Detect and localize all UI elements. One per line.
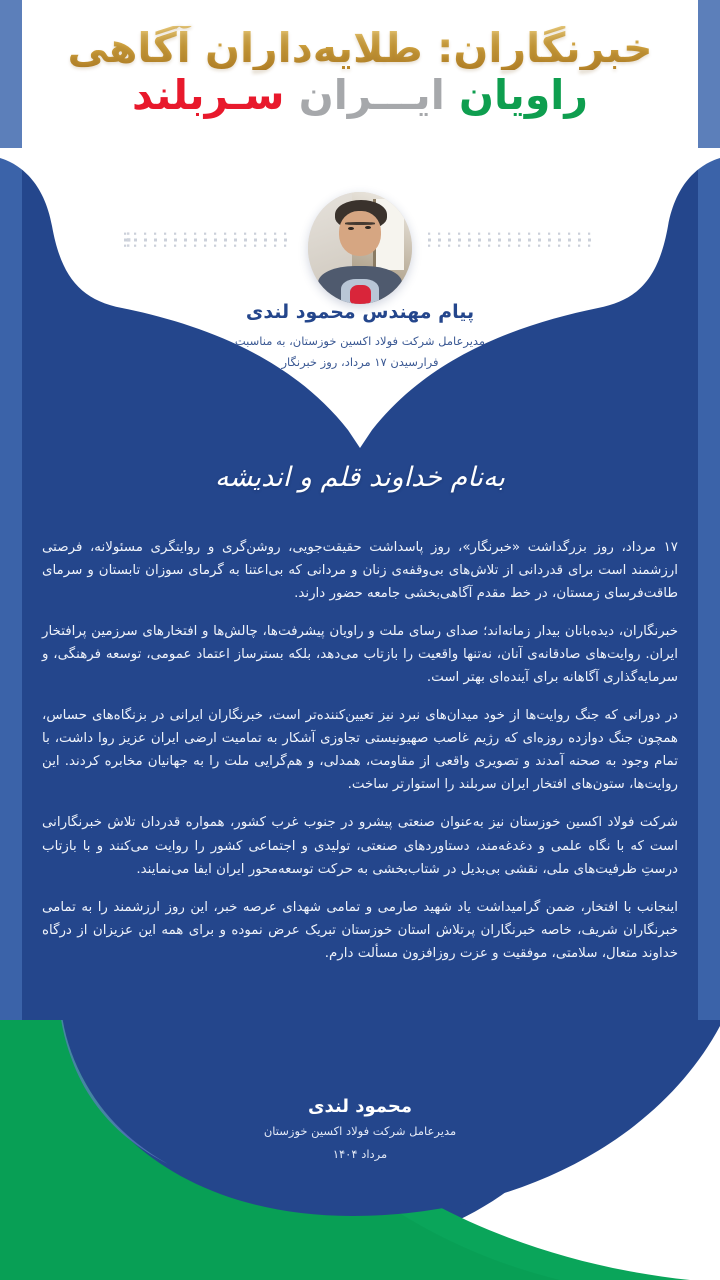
avatar [308, 192, 412, 304]
headline-word-iran: ایـــران [298, 71, 445, 120]
headline-block [0, 0, 720, 160]
paragraph-2: خبرنگاران، دیده‌بانان بیدار زمانه‌اند؛ صدای رسای ملت و راویان پیشرفت‌ها، چالش‌ها و افتخارهای سرزمین پرافتخار ایران. روایت‌های صادقانه‌ی آنان، نه‌تنها واقعیت را بازتاب می‌دهد، بلکه بسترساز اعتماد عمومی، توسعه فرهنگی، و سرمایه‌گذاری آگاهانه برای آینده‌ای بهتر است. [42, 624, 678, 686]
paragraph-4: شرکت فولاد اکسین خوزستان نیز به‌عنوان صنعتی پیشرو در جنوب غرب کشور، همواره قدردان تلاش خبرنگارانی است که با نگاه علمی و دغدغه‌مند، دستاوردهای صنعتی، تولیدی و اجتماعی کشور را روایت می‌کنند و با بازتاب درستِ ظرفیت‌های ملی، نقشی بی‌بدیل در شتاب‌بخشی به حرکت توسعه‌محور ایران ایفا می‌نمایند. [42, 815, 678, 877]
ornament-dots-left [124, 229, 292, 251]
signature-block [0, 1096, 720, 1161]
ornament-dots-right [428, 229, 596, 251]
headline-word-ravian: راویان [459, 71, 588, 120]
intro-name-block [0, 300, 720, 373]
headline-line-1: خبرنگاران: طلایه‌داران آگاهی [67, 24, 653, 72]
bismillah-heading: به‌نام خداوند قلم و اندیشه [215, 462, 505, 493]
paragraph-1: ۱۷ مرداد، روز بزرگداشت «خبرنگار»، روز پاسداشت حقیقت‌جویی، روشن‌گری و روایتگری مسئولانه، فرصتی ارزشمند است برای قدردانی از تلاش‌های بی‌وقفه‌ی زنان و مردانی که بی‌اعتنا به گرمای سوزان تابستان و سرمای طاقت‌فرسای زمستان، در خط مقدم آگاهی‌بخشی جامعه حضور دارند. [42, 540, 678, 602]
portrait-photo [308, 192, 412, 304]
page-title: پیام مهندس محمود لندی [245, 301, 475, 323]
intro-subtitle [0, 331, 720, 374]
signature-name: محمود لندی [308, 1096, 412, 1117]
intro-subtitle-line-2: فرارسیدن ۱۷ مرداد، روز خبرنگار [281, 354, 439, 369]
signature-role: مدیرعامل شرکت فولاد اکسین خوزستان [263, 1124, 457, 1138]
paragraph-5: اینجانب با افتخار، ضمن گرامیداشت یاد شهید صارمی و تمامی شهدای عرصه خبر، این روز ارزشمند را به تمامی خبرنگاران شریف، خاصه خبرنگاران پرتلاش استان خوزستان تبریک عرض نموده و برای همه این عزیزان از درگاه خداوند متعال، سلامتی، موفقیت و عزت روزافزون مسألت دارم. [42, 899, 678, 961]
headline-line-2 [132, 71, 588, 120]
message-body [42, 536, 678, 965]
paragraph-3: در دورانی که جنگ روایت‌ها از خود میدان‌های نبرد نیز تعیین‌کننده‌تر است، خبرنگاران ایرانی در بزنگاه‌های حساس، همچون جنگ دوازده روزه‌ای که رژیم غاصب صهیونیستی تجاوزی آشکار به تمامیت ارضی ایران عزیز روا داشت، با تمام وجود به صحنه آمدند و تصویری واقعی از مقاومت، همدلی، و هم‌گرایی ملت را به جهانیان مخابره کردند. این روایت‌ها، ستون‌های افتخار ایران سربلند را استوارتر ساخت. [42, 708, 678, 793]
signature-date: مرداد ۱۴۰۴ [332, 1147, 388, 1161]
intro-subtitle-line-1: مدیرعامل شرکت فولاد اکسین خوزستان، به مناسبت [234, 333, 486, 348]
headline-word-sarboland: سـربلند [132, 71, 285, 120]
